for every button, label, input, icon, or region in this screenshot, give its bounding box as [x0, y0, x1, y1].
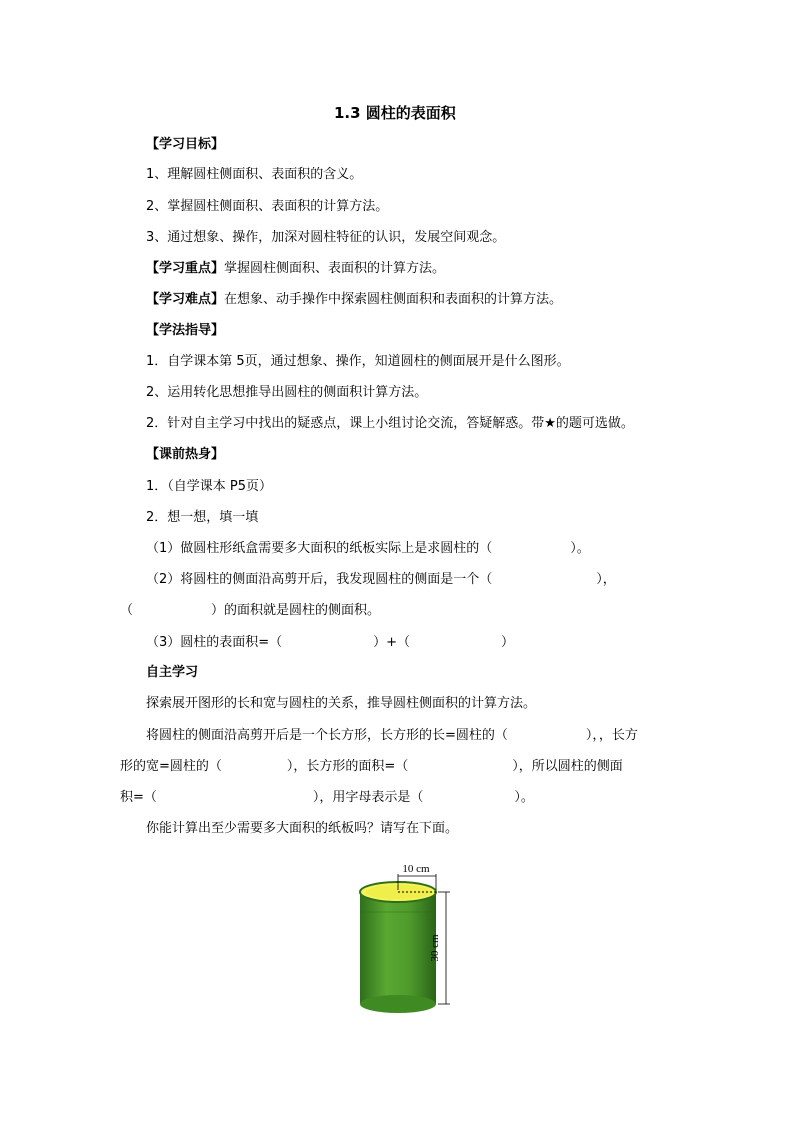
self-study-line: 积=（ ），用字母表示是（ ）。 [120, 790, 534, 805]
warmup-heading: 【课前热身】 [146, 447, 225, 462]
warmup-item: （3）圆柱的表面积=（ ）+（ ） [146, 635, 515, 650]
goal-item: 1、理解圆柱侧面积、表面积的含义。 [146, 167, 363, 182]
cylinder-body [360, 892, 436, 1004]
radius-label: 10 cm [402, 863, 430, 875]
warmup-item: 1．（自学课本 P5页） [146, 479, 273, 494]
height-label: 30 cm [429, 934, 441, 962]
self-study-line: 将圆柱的侧面沿高剪开后是一个长方形，长方形的长=圆柱的（ ），，长方 [146, 728, 638, 743]
self-study-line: 你能计算出至少需要多大面积的纸板吗？请写在下面。 [146, 821, 459, 836]
warmup-item: （ ）的面积就是圆柱的侧面积。 [120, 603, 381, 618]
guide-item: 2．针对自主学习中找出的疑惑点，课上小组讨论交流，答疑解惑。带★的题可选做。 [146, 416, 634, 431]
difficulty-line [146, 291, 562, 309]
key-point-label: 【学习重点】 [146, 261, 225, 276]
key-point-text: 掌握圆柱侧面积、表面积的计算方法。 [224, 261, 446, 276]
self-study-line: 形的宽=圆柱的（ ），长方形的面积=（ ），所以圆柱的侧面 [120, 759, 623, 774]
key-point-line [146, 260, 445, 278]
difficulty-label: 【学习难点】 [146, 292, 225, 307]
cylinder-bottom [360, 995, 436, 1013]
cylinder-drawing [346, 852, 488, 1018]
warmup-item: （1）做圆柱形纸盒需要多大面积的纸板实际上是求圆柱的（ ）。 [146, 541, 590, 556]
self-study-line: 探索展开图形的长和宽与圆柱的关系，推导圆柱侧面积的计算方法。 [146, 696, 537, 711]
self-study-heading: 自主学习 [146, 665, 199, 680]
guide-item: 1．自学课本第 5页，通过想象、操作，知道圆柱的侧面展开是什么图形。 [146, 354, 570, 369]
cylinder-figure [346, 852, 488, 1018]
goal-item: 2、掌握圆柱侧面积、表面积的计算方法。 [146, 199, 389, 214]
goal-item: 3、通过想象、操作，加深对圆柱特征的认识，发展空间观念。 [146, 230, 506, 245]
goals-heading: 【学习目标】 [146, 137, 225, 152]
difficulty-text: 在想象、动手操作中探索圆柱侧面积和表面积的计算方法。 [224, 292, 563, 307]
guide-item: 2、运用转化思想推导出圆柱的侧面积计算方法。 [146, 385, 428, 400]
warmup-item: 2．想一想，填一填 [146, 510, 259, 525]
warmup-item: （2）将圆柱的侧面沿高剪开后，我发现圆柱的侧面是一个（ ）， [146, 572, 616, 587]
page-title: 1.3 圆柱的表面积 [334, 104, 456, 122]
guide-heading: 【学法指导】 [146, 323, 225, 338]
